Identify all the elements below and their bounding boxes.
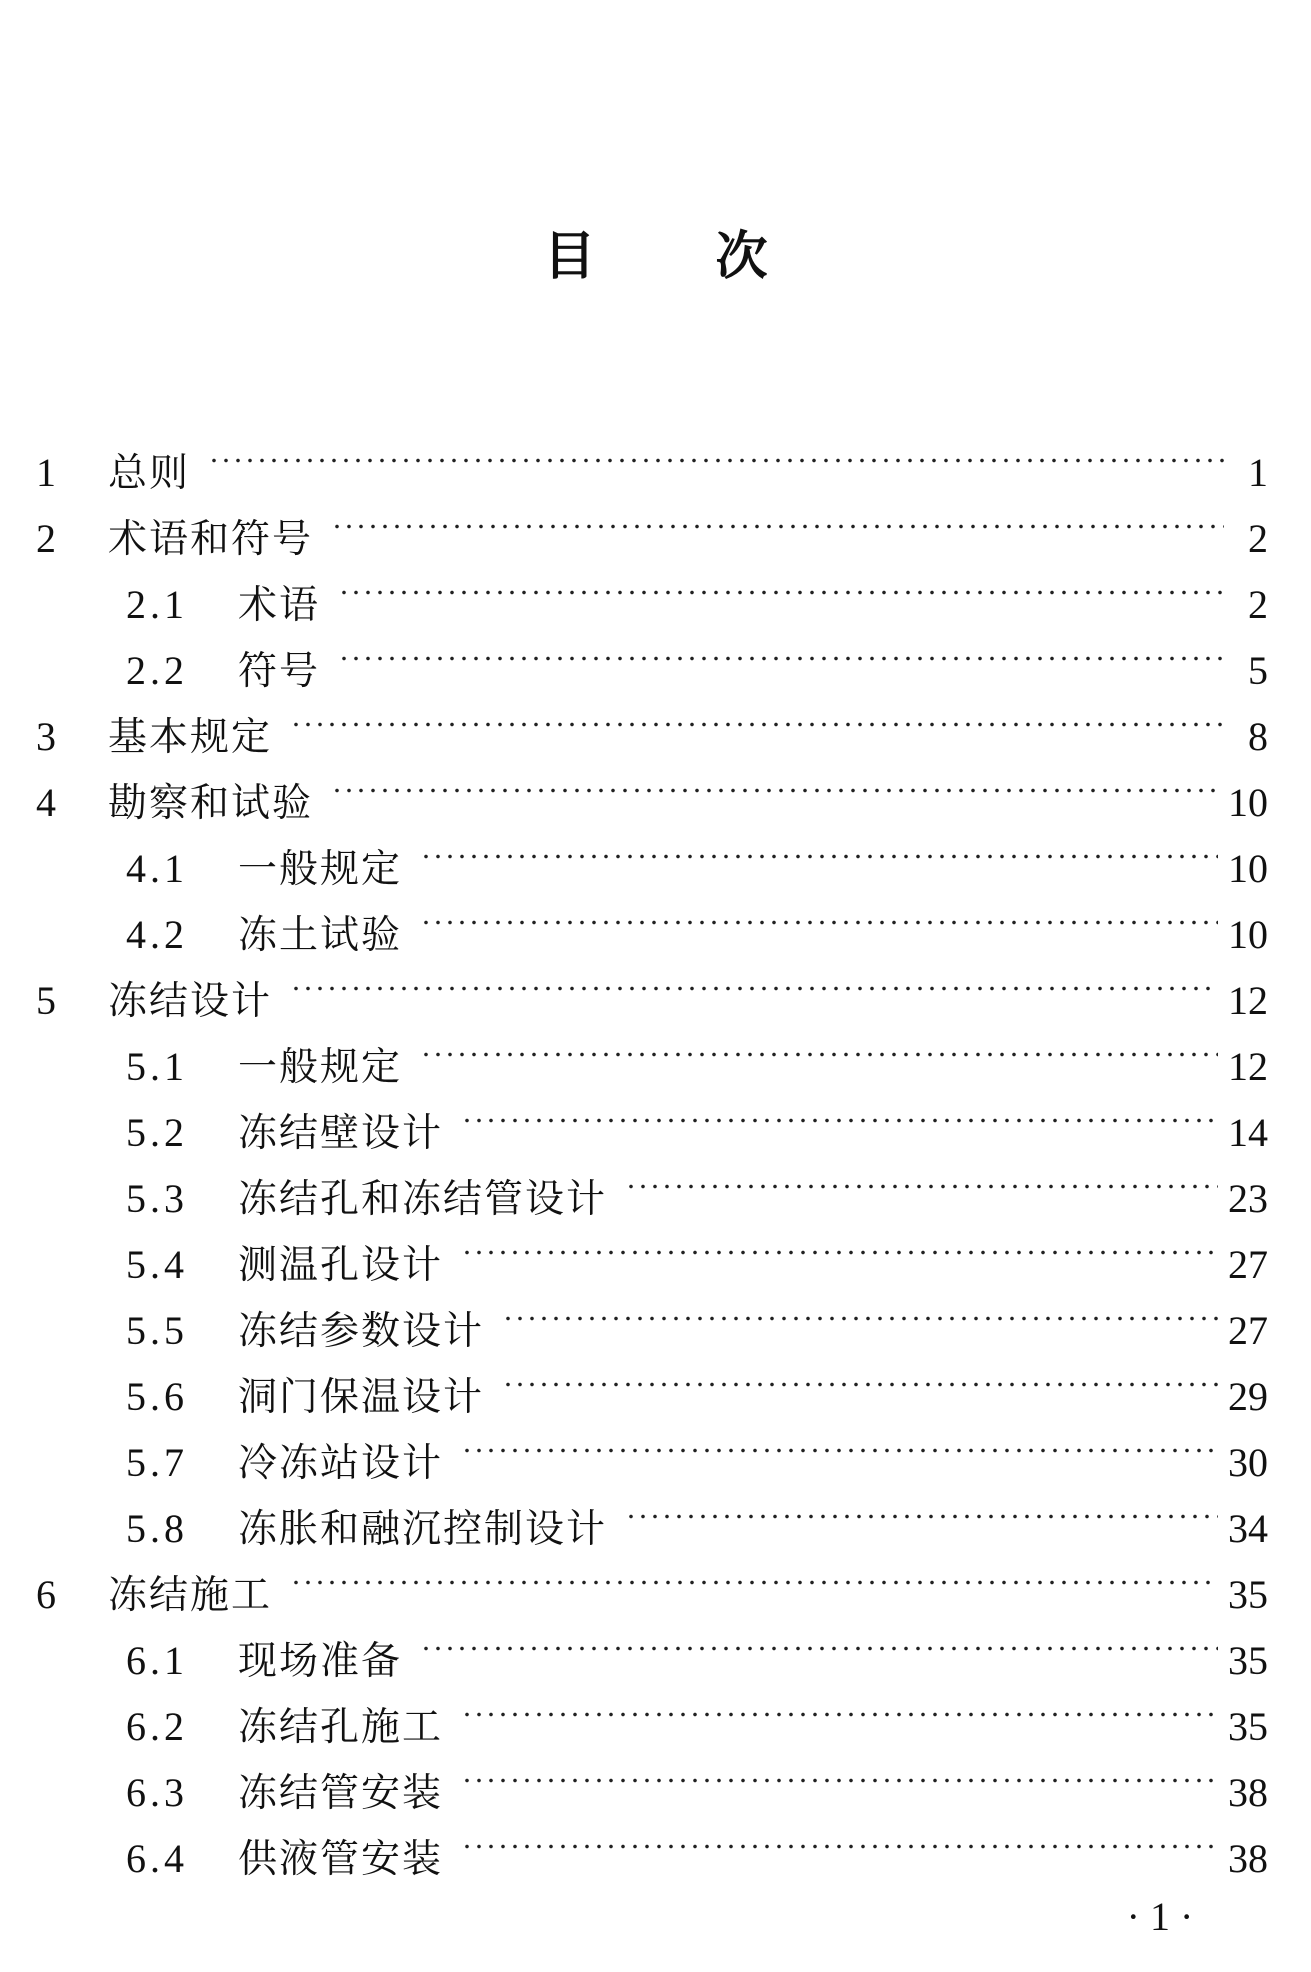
toc-entry-page: 10 bbox=[1228, 780, 1268, 825]
dot-leader bbox=[208, 420, 1224, 486]
toc-entry-number: 4.2 bbox=[126, 912, 188, 957]
dot-leader bbox=[461, 1740, 1218, 1806]
toc-entry-number: 1 bbox=[36, 450, 56, 495]
toc-entry-label: 冻结管安装 bbox=[238, 1771, 444, 1816]
toc-entry-number: 5 bbox=[36, 978, 56, 1023]
toc-entry-label: 现场准备 bbox=[238, 1639, 403, 1684]
dot-leader bbox=[461, 1410, 1218, 1476]
toc-entry-page: 35 bbox=[1228, 1638, 1268, 1683]
dot-leader bbox=[290, 1542, 1218, 1608]
toc-entry-page: 30 bbox=[1228, 1440, 1268, 1485]
toc-entry-label: 洞门保温设计 bbox=[238, 1375, 485, 1420]
toc-entry-page: 12 bbox=[1228, 1044, 1268, 1089]
toc-entry-page: 5 bbox=[1248, 648, 1268, 693]
toc-entry-number: 5.7 bbox=[126, 1440, 188, 1485]
toc-entry-page: 27 bbox=[1228, 1242, 1268, 1287]
toc-entry-page: 27 bbox=[1228, 1308, 1268, 1353]
toc-entry-label: 一般规定 bbox=[238, 847, 403, 892]
page-title: 目次 bbox=[543, 227, 888, 287]
dot-leader bbox=[290, 948, 1218, 1014]
toc-entry-page: 12 bbox=[1228, 978, 1268, 1023]
toc-entry-label: 勘察和试验 bbox=[108, 781, 314, 826]
toc-entry-page: 2 bbox=[1248, 582, 1268, 627]
toc-entry-page: 10 bbox=[1228, 912, 1268, 957]
dot-leader bbox=[461, 1080, 1218, 1146]
toc-entry-label: 冻结参数设计 bbox=[238, 1309, 485, 1354]
toc-entry-page: 14 bbox=[1228, 1110, 1268, 1155]
dot-leader bbox=[461, 1806, 1218, 1872]
toc-entry-label: 冻结孔和冻结管设计 bbox=[238, 1177, 608, 1222]
toc-entry-number: 5.3 bbox=[126, 1176, 188, 1221]
toc-entry-label: 冻结施工 bbox=[108, 1573, 273, 1618]
toc-entry-label: 基本规定 bbox=[108, 715, 273, 760]
dot-leader bbox=[420, 1014, 1218, 1080]
dot-leader bbox=[338, 618, 1224, 684]
toc-entry-label: 总则 bbox=[108, 451, 191, 496]
toc-entry-label: 冻结孔施工 bbox=[238, 1705, 444, 1750]
toc-entry-page: 2 bbox=[1248, 516, 1268, 561]
toc-entry-page: 8 bbox=[1248, 714, 1268, 759]
toc-entry-page: 1 bbox=[1248, 450, 1268, 495]
toc-entry-page: 10 bbox=[1228, 846, 1268, 891]
dot-leader bbox=[331, 750, 1218, 816]
toc-entry-label: 符号 bbox=[238, 649, 321, 694]
toc-entry-number: 5.8 bbox=[126, 1506, 188, 1551]
toc-entry-page: 35 bbox=[1228, 1572, 1268, 1617]
dot-leader bbox=[625, 1476, 1218, 1542]
toc-entry[interactable] bbox=[36, 486, 1268, 562]
toc-entry-label: 一般规定 bbox=[238, 1045, 403, 1090]
toc-entry-number: 6.4 bbox=[126, 1836, 188, 1881]
toc-entry-number: 2.2 bbox=[126, 648, 188, 693]
toc-entry-number: 4 bbox=[36, 780, 56, 825]
page-number-footer: · 1 · bbox=[1126, 1894, 1194, 1939]
toc-entry-page: 23 bbox=[1228, 1176, 1268, 1221]
toc-entry-label: 冻结壁设计 bbox=[238, 1111, 444, 1156]
toc-entry-number: 5.2 bbox=[126, 1110, 188, 1155]
toc-entry-number: 5.5 bbox=[126, 1308, 188, 1353]
toc-entry-page: 34 bbox=[1228, 1506, 1268, 1551]
toc-entry-label: 冻结设计 bbox=[108, 979, 273, 1024]
dot-leader bbox=[331, 486, 1224, 552]
toc-entry-label: 冻胀和融沉控制设计 bbox=[238, 1507, 608, 1552]
dot-leader bbox=[461, 1212, 1218, 1278]
dot-leader bbox=[420, 882, 1218, 948]
toc-entry-label: 冻土试验 bbox=[238, 913, 403, 958]
dot-leader bbox=[420, 816, 1218, 882]
toc-entry-number: 4.1 bbox=[126, 846, 188, 891]
toc-entry-page: 38 bbox=[1228, 1836, 1268, 1881]
toc-entry-number: 5.4 bbox=[126, 1242, 188, 1287]
toc-entry-number: 2.1 bbox=[126, 582, 188, 627]
toc-entry-number: 2 bbox=[36, 516, 56, 561]
dot-leader bbox=[290, 684, 1224, 750]
toc-entry-number: 6.2 bbox=[126, 1704, 188, 1749]
table-of-contents bbox=[36, 420, 1268, 1882]
toc-entry-label: 测温孔设计 bbox=[238, 1243, 444, 1288]
dot-leader bbox=[461, 1674, 1218, 1740]
dot-leader bbox=[502, 1344, 1218, 1410]
toc-entry-number: 6.1 bbox=[126, 1638, 188, 1683]
toc-entry-label: 供液管安装 bbox=[238, 1837, 444, 1882]
toc-entry-number: 5.6 bbox=[126, 1374, 188, 1419]
toc-entry-number: 3 bbox=[36, 714, 56, 759]
toc-entry-number: 6 bbox=[36, 1572, 56, 1617]
toc-entry[interactable] bbox=[36, 420, 1268, 496]
toc-entry-page: 38 bbox=[1228, 1770, 1268, 1815]
dot-leader bbox=[338, 552, 1224, 618]
toc-entry-page: 29 bbox=[1228, 1374, 1268, 1419]
toc-entry-label: 术语 bbox=[238, 583, 321, 628]
dot-leader bbox=[625, 1146, 1218, 1212]
toc-entry-number: 6.3 bbox=[126, 1770, 188, 1815]
toc-entry-number: 5.1 bbox=[126, 1044, 188, 1089]
toc-entry-label: 冷冻站设计 bbox=[238, 1441, 444, 1486]
toc-entry-label: 术语和符号 bbox=[108, 517, 314, 562]
dot-leader bbox=[502, 1278, 1218, 1344]
dot-leader bbox=[420, 1608, 1218, 1674]
toc-entry-page: 35 bbox=[1228, 1704, 1268, 1749]
